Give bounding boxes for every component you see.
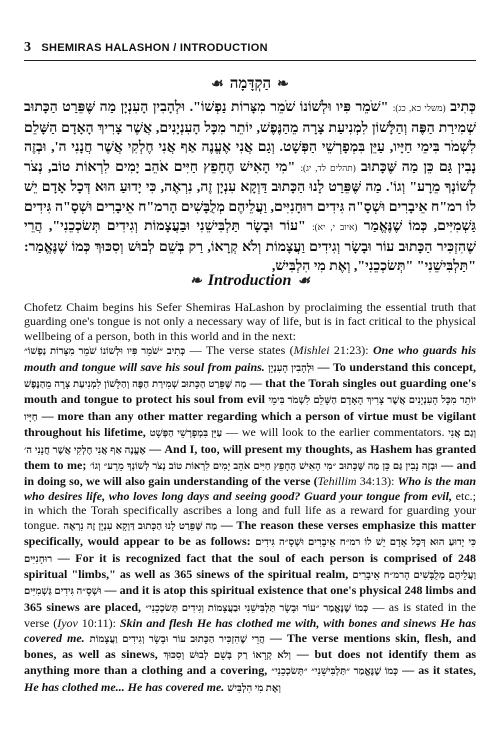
translation-text: — And I, too, will present my thoughts, as Hashem has granted them to me; [24,441,477,473]
translation-text: — that the Torah singles out guarding one's mouth and tongue to protect his soul from evil [24,376,476,407]
hebrew-phrase: וּלְהָבִין הָעִנְיָן [268,362,315,374]
translation-text: — but does not identify them as anything more than a clothing and a covering, [24,646,477,678]
ornament-right-icon: ☙ [211,77,224,92]
hebrew-citation: (משלי כא, כג): [392,103,446,113]
hebrew-phrase: מַה שֶּׁפֵּרַט הַכָּתוּב שְׁמִירַת הַפֶּה וְהַלָּשׁוֹן לִמְנִיעַת צָרָה מֵהַנֶּפֶשׁ [24,379,247,391]
citation-source: Mishlei [293,343,330,358]
hebrew-phrase: וְאֶת מִי הִלְבִּישׁ [227,682,281,694]
verse-quote: He has clothed me... He has covered me. [24,679,225,694]
translation-text: etc.; in which the Torah specifically ascribes a long and full life as a reward for guarding your tongue. [24,488,476,532]
hebrew-phrase: כִּי יָדוּעַ הוּא דְּכָל אָדָם יֵשׁ לוֹ רמ״ח אֵיבָרִים וּשְׁסָ״ה גִּידִים רוּחָנִיִּים [24,537,476,565]
hebrew-phrase: וְגַם אֲנִי אֶעֱנֶה אַף אֲנִי חֶלְקִי אֲשֶׁר חֲנָנִי ה׳ [24,428,477,456]
hebrew-phrase: כְּתִיב ״שֹׁמֵר פִּיו וּלְשׁוֹנוֹ שֹׁמֵר מִצָּרוֹת נַפְשׁוֹ״ [24,346,186,358]
translation-text: — and in doing so, we will also gain understanding of the verse ( [24,458,476,489]
hebrew-phrase: הֲרֵי שֶׁהִזְכִּיר הַכָּתוּב עוֹר וּבָשָׂר וְגִידִים וַעֲצָמוֹת [89,633,265,645]
hebrew-phrase: כְּמוֹ שֶׁנֶּאֱמַר ״תַּלְבִּישֵׁנִי״ ״תְּשׂכְכֵנִי״ [271,666,399,678]
hebrew-citation: (איוב י, יא): [312,222,358,232]
translation-text: — The reason these verses emphasize this matter specifically, would appear to be as follows: [24,517,477,549]
translation-text: — as it states, [398,663,476,678]
hebrew-paragraph: "שֹׁמֵר פִּיו וּלְשׁוֹנוֹ שֹׁמֵר מִצָּרוֹת נַפְשׁוֹ". וּלְהָבִין הָעִנְיָן מַה שֶּׁפֵּרַט הַכָּתוּב שְׁמִירַת הַפֶּה וְהַלָּשׁוֹן לִמְנִיעַת צָרָה מֵהַנֶּפֶשׁ, יוֹתֵר מִכָּל הָעִנְיָנִים, אֲשֶׁר צָרִיךְ הָאָדָם הַשָּׁלֵם לִשְׁמֹר בִּימֵי חַיָּיו, עַיֵּן בִּמְפָרְשֵׁי הַפְּשָׁט. וְגַם אֲנִי אֶעֱנֶה אַף אֲנִי חֶלְקִי אֲשֶׁר חֲנָנִי ה', וּבְזֶה נָבִין גַּם כֵּן מַה שֶּׁכָּתוּב [24,100,477,175]
header-rule [24,60,476,61]
hebrew-phrase: וְלֹא קְרָאוֹ רַק בְּשֵׁם לְבוּשׁ וְסִכּוּךְ [163,649,291,661]
hebrew-phrase: מַה שֶּׁפֵּרַט לָנוּ הַכָּתוּב דַּוְקָא עִנְיָן זֶה נִרְאֶה [63,520,218,532]
introduction-title-text: Introduction [207,272,292,289]
translation-text: — we will look to the earlier commentators. [222,425,445,440]
translation-text: 34:13): [356,474,398,489]
page-number: 3 [24,40,32,55]
translation-text: — more than any other matter regarding which a person of virtue must be vigilant throughout his lifetime, [24,408,476,440]
ornament-right-icon: ☙ [297,273,310,289]
ornament-left-icon: ❧ [190,273,202,289]
hebrew-section-title [211,76,289,93]
verse-quote: Skin and flesh He has clothed me with, with bones and sinews He has covered me. [24,616,476,645]
translation-text: 10:11): [77,616,120,631]
citation-source: Iyov [57,616,78,631]
running-title: SHEMIRAS HALASHON / INTRODUCTION [41,42,268,54]
translation-text: — To understand this concept, [314,359,476,374]
verse-quote: One who guards his mouth and tongue will save his soul from pains. [24,343,476,374]
introduction-body [24,300,476,696]
hebrew-original-text [24,98,476,277]
hebrew-lead-word: כְּתִיב [450,100,476,115]
hebrew-phrase: וַעֲלֵיהֶם מְלֻבָּשִׁים הָרמ״ח אֵיבָרִים וּשְׁסָ״ה גִּידִים גַּשְׁמִיִּים [24,569,476,598]
translation-text: — The verse states ( [185,343,294,358]
translation-text: — For it is recognized fact that the soul of each person is comprised of 248 spiritual "limbs," as well as 365 sinews of the spiritual realm, [24,550,476,581]
page-header [24,40,476,56]
hebrew-title-text: הַקְדָּמָה [229,76,272,92]
translation-text: — as is stated in the verse ( [24,599,476,631]
commentary-paragraph [24,343,476,696]
hebrew-paragraph: "עוֹר וּבָשָׂר תַּלְבִּישֵׁנִי וּבַעֲצָמוֹת וְגִידִים תְּשׂכְכֵנִי", הֲרֵי שֶׁהִזְכִּיר הַכָּתוּב עוֹר וּבָשָׂר וְגִידִים וַעֲצָמוֹת וְלֹא קְרָאוֹ, רַק בְּשֵׁם לְבוּשׁ וְסִכּוּךְ כְּמוֹ שֶׁנֶּאֱמַר: "תַּלְבִּישֵׁנִי" "תְּשׂכְכֵנִי", וְאֶת מִי הִלְבִּישׁ, [24,219,476,274]
opening-paragraph: Chofetz Chaim begins his Sefer Shemiras HaLashon by proclaiming the essential truth that guarding one's tongue is not only a necessary way of life, but is in fact critical to the physical wellbeing of a person, both in this world and in the next: [24,300,476,343]
verse-quote: Who is the man who desires life, who loves long days and seeing good? Guard your tongue from evil, [24,474,476,503]
hebrew-citation: (תהלים לד, יג): [300,162,356,173]
translation-text: — The verse mentions skin, flesh, and bones, as well as sinews, [24,630,476,661]
translation-text: — and it is atop this spiritual existence that one's physical 248 limbs and 365 sinews are placed, [24,583,476,614]
hebrew-phrase: יוֹתֵר מִכָּל הָעִנְיָנִים אֲשֶׁר צָרִיךְ הָאָדָם הַשָּׁלֵם לִשְׁמֹר בִּימֵי חַיָּיו [24,395,477,423]
citation-source: Tehillim [317,474,357,489]
hebrew-paragraph: "מִי הָאִישׁ הֶחָפֵץ חַיִּים אֹהֵב יָמִים לִרְאוֹת טוֹב, נְצֹר לְשׁוֹנְךָ מֵרָע" וְגוֹ'. מַה שֶּׁפֵּרַט לָנוּ הַכָּתוּב דַּוְקָא עִנְיָן זֶה, נִרְאֶה, כִּי יָדוּעַ הוּא דְּכָל אָדָם יֵשׁ לוֹ רמ"ח אֵיבָרִים וּשְׁסָ"ה גִּידִים רוּחָנִיִּים, וַעֲלֵיהֶם מְלֻבָּשִׁים הָרמ"ח אֵיבָרִים וּשְׁסָ"ה גִּידִים גַּשְׁמִיִּים, כְּמוֹ שֶׁנֶּאֱמַר [24,159,477,234]
hebrew-phrase: עַיֵּן בִּמְפָרְשֵׁי הַפְּשָׁט [149,428,223,440]
translation-text: 21:23): [329,343,373,358]
hebrew-phrase: כְּמוֹ שֶׁנֶּאֱמַר ״עוֹר וּבָשָׂר תַּלְבִּישֵׁנִי וּבַעֲצָמוֹת וְגִידִים תְּשׂכְכֵנִי״ [145,602,369,614]
introduction-title [190,272,310,290]
hebrew-phrase: וּבְזֶה נָבִין גַּם כֵּן מַה שֶּׁכָּתוּב ״מִי הָאִישׁ הֶחָפֵץ חַיִּים אֹהֵב יָמִים לִרְאוֹת טוֹב נְצֹר לְשׁוֹנְךָ מֵרָע״ וְגוֹ׳ [89,461,438,473]
ornament-left-icon: ❧ [277,77,289,92]
